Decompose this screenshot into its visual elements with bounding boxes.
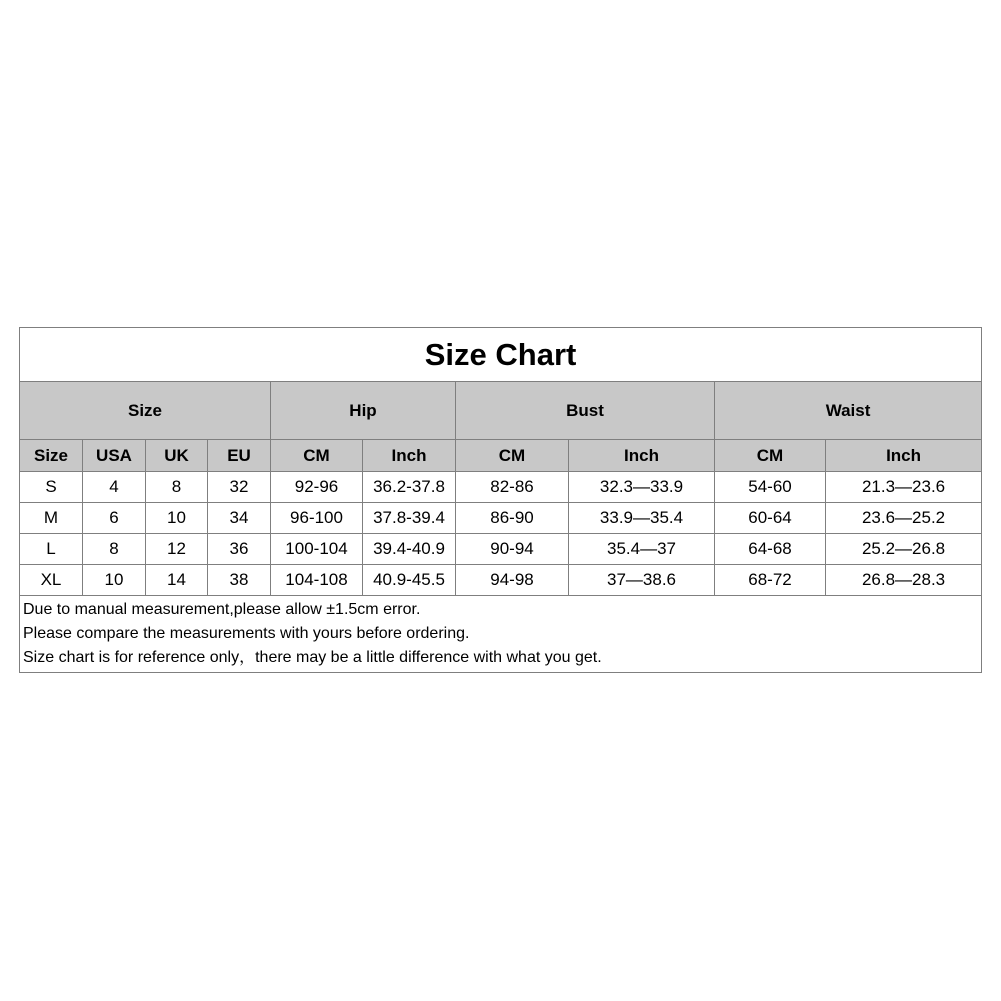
group-header-row <box>20 382 982 440</box>
table-row <box>20 472 982 503</box>
table-row <box>20 503 982 534</box>
table-cell: 10 <box>146 503 208 534</box>
table-cell: 36.2-37.8 <box>363 472 456 503</box>
table-cell: 82-86 <box>456 472 569 503</box>
column-header: Size <box>20 440 83 472</box>
table-cell: 64-68 <box>715 534 826 565</box>
table-cell: 14 <box>146 565 208 596</box>
table-cell: 36 <box>208 534 271 565</box>
table-cell: 94-98 <box>456 565 569 596</box>
table-cell: 35.4—37 <box>569 534 715 565</box>
table-cell: 4 <box>83 472 146 503</box>
column-header: EU <box>208 440 271 472</box>
column-header: USA <box>83 440 146 472</box>
table-cell: 33.9—35.4 <box>569 503 715 534</box>
column-header: Inch <box>363 440 456 472</box>
column-header: Inch <box>569 440 715 472</box>
table-cell: 54-60 <box>715 472 826 503</box>
table-cell: 40.9-45.5 <box>363 565 456 596</box>
column-header: CM <box>715 440 826 472</box>
notes-cell <box>20 596 982 673</box>
column-header: CM <box>456 440 569 472</box>
table-cell: 37.8-39.4 <box>363 503 456 534</box>
table-cell: 34 <box>208 503 271 534</box>
table-cell: 8 <box>83 534 146 565</box>
size-chart-table <box>19 327 982 673</box>
table-cell: XL <box>20 565 83 596</box>
column-header: Inch <box>826 440 982 472</box>
table-cell: L <box>20 534 83 565</box>
table-cell: 32 <box>208 472 271 503</box>
table-cell: 38 <box>208 565 271 596</box>
group-header-size: Size <box>20 382 271 440</box>
note-line: Size chart is for reference only，there may be a little difference with what you get. <box>23 649 602 666</box>
table-cell: 12 <box>146 534 208 565</box>
group-header-hip: Hip <box>271 382 456 440</box>
table-cell: 6 <box>83 503 146 534</box>
table-cell: M <box>20 503 83 534</box>
column-header-row <box>20 440 982 472</box>
table-row <box>20 565 982 596</box>
table-cell: 37—38.6 <box>569 565 715 596</box>
notes-row <box>20 596 982 673</box>
table-cell: 25.2—26.8 <box>826 534 982 565</box>
table-cell: 68-72 <box>715 565 826 596</box>
table-row <box>20 534 982 565</box>
table-cell: 86-90 <box>456 503 569 534</box>
table-cell: 26.8—28.3 <box>826 565 982 596</box>
group-header-bust: Bust <box>456 382 715 440</box>
note-line: Due to manual measurement,please allow ±1.5cm error. <box>23 601 421 618</box>
note-line: Please compare the measurements with yours before ordering. <box>23 625 470 642</box>
column-header: UK <box>146 440 208 472</box>
table-cell: 92-96 <box>271 472 363 503</box>
table-cell: 8 <box>146 472 208 503</box>
table-cell: 104-108 <box>271 565 363 596</box>
table-cell: 90-94 <box>456 534 569 565</box>
column-header: CM <box>271 440 363 472</box>
table-cell: 96-100 <box>271 503 363 534</box>
table-cell: 10 <box>83 565 146 596</box>
table-cell: 21.3—23.6 <box>826 472 982 503</box>
table-cell: 39.4-40.9 <box>363 534 456 565</box>
table-cell: 100-104 <box>271 534 363 565</box>
table-cell: 23.6—25.2 <box>826 503 982 534</box>
table-cell: S <box>20 472 83 503</box>
chart-title: Size Chart <box>20 328 982 382</box>
table-cell: 32.3—33.9 <box>569 472 715 503</box>
group-header-waist: Waist <box>715 382 982 440</box>
table-cell: 60-64 <box>715 503 826 534</box>
